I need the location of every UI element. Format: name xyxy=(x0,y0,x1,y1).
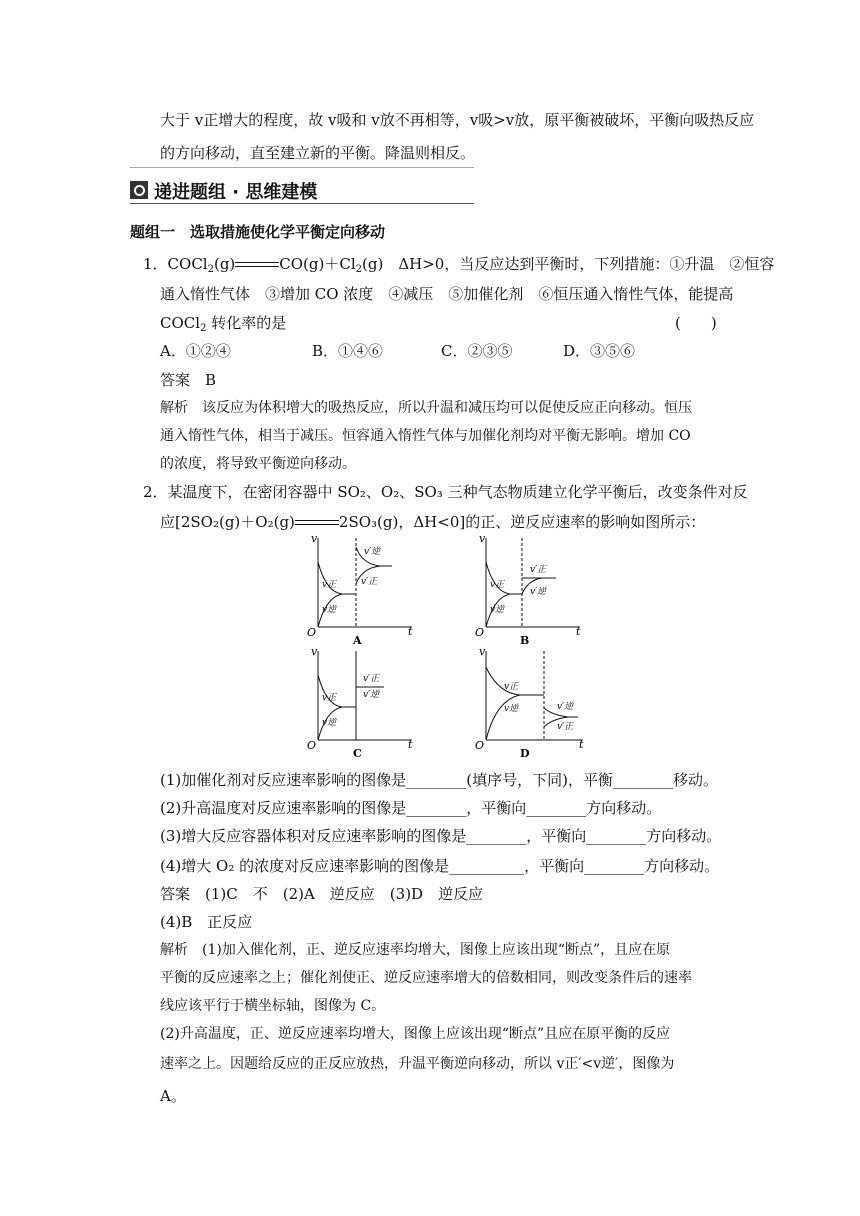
origin-label: O xyxy=(475,626,485,639)
curve-label: v′逆 xyxy=(557,702,574,712)
graph-label: A xyxy=(353,634,362,647)
curve-label: v′正 xyxy=(363,674,380,684)
q1-explanation-3: 的浓度，将导致平衡逆向移动。 xyxy=(160,456,356,472)
curve-label: v′逆 xyxy=(363,690,380,700)
graph-d xyxy=(468,645,593,760)
q2-answer-1: 答案 (1)C 不 (2)A 逆反应 (3)D 逆反应 xyxy=(160,885,484,903)
q2-text: 2SO₃(g)，ΔH<0]的正、逆反应速率的影响如图所示： xyxy=(338,513,706,531)
y-axis-label: v xyxy=(311,645,318,658)
origin-label: O xyxy=(307,739,317,752)
intro-line-2: 的方向移动，直至建立新的平衡。降温则相反。 xyxy=(160,144,476,162)
q1-answer: 答案 B xyxy=(160,371,217,389)
q1-line-3: COCl$_2$ 转化率的是 xyxy=(160,314,287,334)
q2-line-2 xyxy=(160,512,705,532)
q2-explanation-5: 速率之上。因题给反应的正反应放热，升温平衡逆向移动，所以 v正′<v逆′，图像为 xyxy=(160,1056,675,1072)
curve-label: v′正 xyxy=(557,722,574,732)
q2-explanation-6: A。 xyxy=(160,1087,186,1105)
section-rule xyxy=(130,203,474,204)
q2-sub-3: (3)增大反应容器体积对反应速率影响的图像是________，平衡向________方向移动。 xyxy=(160,827,722,845)
curve-label: v′正 xyxy=(530,565,547,575)
section-title: 递进题组 · 思维建模 xyxy=(154,182,318,203)
curve-label: v′逆 xyxy=(364,547,381,557)
q1-text: COCl xyxy=(160,314,201,332)
q1-text: CO(g)＋Cl xyxy=(279,255,356,273)
graph-label: B xyxy=(520,634,530,647)
divider xyxy=(130,167,474,168)
curve-label: v正 xyxy=(504,682,519,692)
q1-text: 转化率的是 xyxy=(206,314,287,332)
y-axis-label: v xyxy=(479,532,486,545)
graph-label: C xyxy=(353,747,362,760)
equilibrium-arrow-icon xyxy=(235,260,279,270)
q1-text: 1．COCl xyxy=(143,255,208,273)
q2-sub-2: (2)升高温度对反应速率影响的图像是________，平衡向________方向移动。 xyxy=(160,799,662,817)
q2-explanation-2: 平衡的反应速率之上；催化剂使正、逆反应速率增大的倍数相同，则改变条件后的速率 xyxy=(160,970,692,986)
graph-c xyxy=(300,645,420,760)
curve-label: v逆 xyxy=(504,704,519,714)
curve-label: v逆 xyxy=(322,605,337,615)
graph-label: D xyxy=(520,747,530,760)
q1-explanation-1: 解析 该反应为体积增大的吸热反应，所以升温和减压均可以促使反应正向移动。恒压 xyxy=(160,400,692,416)
intro-line-1: 大于 v正增大的程度，故 v吸和 v放不再相等，v吸>v放，原平衡被破坏，平衡向吸热反应 xyxy=(160,111,755,129)
x-axis-label: t xyxy=(579,738,584,751)
q1-text: (g) ΔH>0，当反应达到平衡时，下列措施：①升温 ②恒容 xyxy=(362,255,775,273)
q1-line-1: 1．COCl$_2$(g) $CO(g)+Cl_2(g)$ ΔH>0，当反应达到平衡时，下列措施：①升温 ②恒容 xyxy=(143,255,775,275)
curve-label: v′逆 xyxy=(530,587,547,597)
graph-b xyxy=(468,532,588,647)
section-banner xyxy=(130,178,474,204)
option-b: B．①④⑥ xyxy=(312,342,384,360)
option-c: C．②③⑤ xyxy=(441,342,513,360)
magnifier-icon xyxy=(130,181,148,199)
origin-label: O xyxy=(475,739,485,752)
curve-label: v′正 xyxy=(361,577,378,587)
option-d: D．③⑤⑥ xyxy=(563,342,636,360)
curve-label: v正 xyxy=(322,693,337,703)
x-axis-label: t xyxy=(408,625,413,638)
q2-explanation-4: (2)升高温度，正、逆反应速率均增大，图像上应该出现“断点”且应在原平衡的反应 xyxy=(160,1026,671,1042)
q2-sub-4: (4)增大 O₂ 的浓度对反应速率影响的图像是__________，平衡向________方向移动。 xyxy=(160,857,720,875)
graph-a xyxy=(300,532,420,647)
q2-explanation-1: 解析 (1)加入催化剂，正、逆反应速率均增大，图像上应该出现“断点”，且应在原 xyxy=(160,942,671,958)
curve-label: v逆 xyxy=(490,605,505,615)
q1-line-2: 通入惰性气体 ③增加 CO 浓度 ④减压 ⑤加催化剂 ⑥恒压通入惰性气体，能提高 xyxy=(160,285,734,303)
reverse-curve xyxy=(486,695,520,740)
x-axis-label: t xyxy=(576,625,581,638)
q2-text: 应[2SO₂(g)＋O₂(g) xyxy=(160,513,295,531)
q2-sub-1: (1)加催化剂对反应速率影响的图像是________(填序号，下同)，平衡________移动。 xyxy=(160,771,718,789)
curve-label: v正 xyxy=(490,580,505,590)
answer-paren: ( ) xyxy=(675,314,717,332)
equilibrium-arrow-icon xyxy=(295,518,339,528)
option-a: A．①②④ xyxy=(160,342,231,360)
y-axis-label: v xyxy=(479,645,486,658)
group-title: 题组一 选取措施使化学平衡定向移动 xyxy=(130,223,386,241)
q1-explanation-2: 通入惰性气体，相当于减压。恒容通入惰性气体与加催化剂均对平衡无影响。增加 CO xyxy=(160,428,691,444)
y-axis-label: v xyxy=(311,532,318,545)
q1-text: (g) xyxy=(213,255,236,273)
curve-label: v逆 xyxy=(322,718,337,728)
q2-explanation-3: 线应该平行于横坐标轴，图像为 C。 xyxy=(160,998,386,1014)
q2-line-1: 2．某温度下，在密闭容器中 SO₂、O₂、SO₃ 三种气态物质建立化学平衡后，改变条件对反 xyxy=(143,483,748,501)
origin-label: O xyxy=(307,626,317,639)
q2-answer-2: (4)B 正反应 xyxy=(160,913,253,931)
curve-label: v正 xyxy=(322,580,337,590)
x-axis-label: t xyxy=(408,738,413,751)
